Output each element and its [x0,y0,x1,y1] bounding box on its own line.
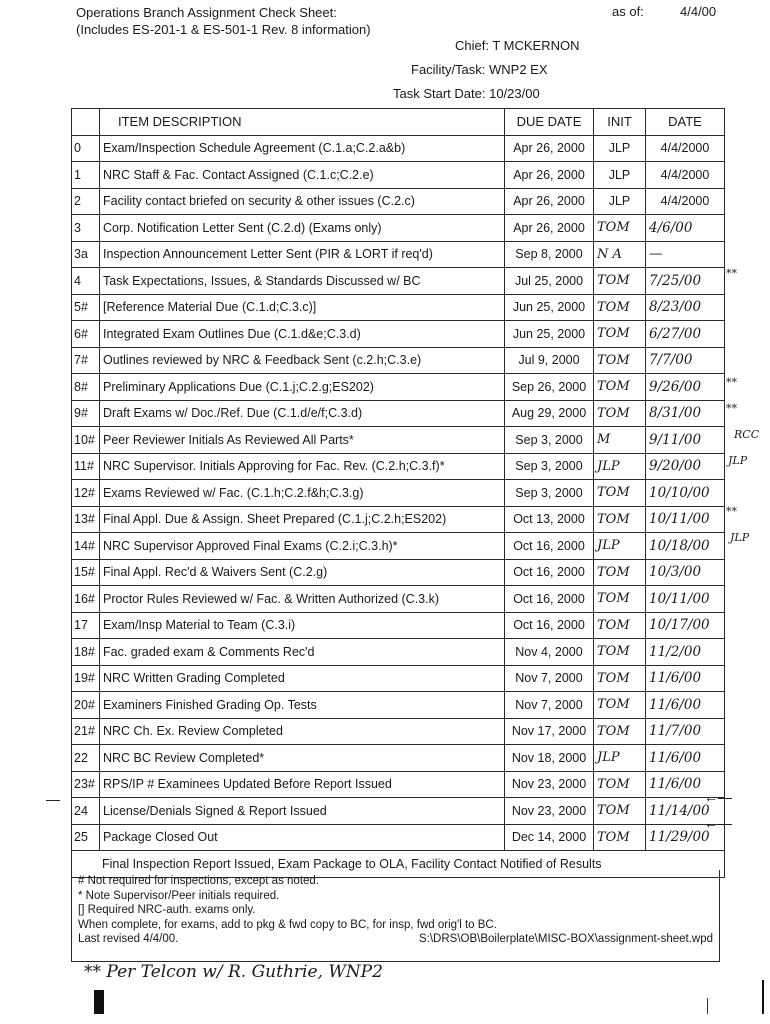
row-init: TOM [594,215,646,242]
note-supervisor: * Note Supervisor/Peer initials required. [78,889,280,902]
margin-note-row-11: JLP [728,454,748,467]
row-due-date: Nov 4, 2000 [505,639,594,666]
last-revised: Last revised 4/4/00. [78,933,179,945]
row-date: 4/4/2000 [646,162,725,189]
table-row [72,241,725,268]
row-due-date: Apr 26, 2000 [505,215,594,242]
row-due-date: Apr 26, 2000 [505,188,594,215]
table-row [72,506,725,533]
title-line-2: (Includes ES-201-1 & ES-501-1 Rev. 8 information) [76,22,371,37]
row-due-date: Jul 9, 2000 [505,347,594,374]
row-init: TOM [594,692,646,719]
row-number: 22 [72,745,100,772]
table-row [72,400,725,427]
row-description: Examiners Finished Grading Op. Tests [100,692,505,719]
row-init: TOM [594,506,646,533]
row-number: 5# [72,294,100,321]
table-row [72,665,725,692]
row-init: JLP [594,453,646,480]
row-number: 14# [72,533,100,560]
row-due-date: Jul 25, 2000 [505,268,594,295]
row-init: TOM [594,347,646,374]
assignment-table [71,108,725,878]
row-date: 10/11/00 [646,586,725,613]
row-due-date: Oct 16, 2000 [505,533,594,560]
row-number: 9# [72,400,100,427]
header-item-description: ITEM DESCRIPTION [100,109,505,136]
row-description: Exam/Insp Material to Team (C.3.i) [100,612,505,639]
row-description: Draft Exams w/ Doc./Ref. Due (C.1.d/e/f;C.3.d) [100,400,505,427]
table-row [72,745,725,772]
row-description: NRC Supervisor. Initials Approving for Fac. Rev. (C.2.h;C.3.f)* [100,453,505,480]
title-line-1: Operations Branch Assignment Check Sheet: [76,5,337,20]
table-row [72,824,725,851]
row-due-date: Sep 26, 2000 [505,374,594,401]
row-due-date: Nov 17, 2000 [505,718,594,745]
table-row [72,639,725,666]
scan-mark-block [94,990,104,1014]
row-date: 10/17/00 [646,612,725,639]
row-description: NRC BC Review Completed* [100,745,505,772]
row-description: NRC Written Grading Completed [100,665,505,692]
row-due-date: Jun 25, 2000 [505,321,594,348]
table-row [72,294,725,321]
row-description: Task Expectations, Issues, & Standards Discussed w/ BC [100,268,505,295]
table-header-row [72,109,725,136]
row-date: 11/6/00 [646,692,725,719]
table-row [72,480,725,507]
row-date: 11/14/00 [646,798,725,825]
row-init: TOM [594,559,646,586]
row-due-date: Sep 8, 2000 [505,241,594,268]
table-row [72,798,725,825]
note-when-complete: When complete, for exams, add to pkg & fwd copy to BC, for insp, fwd orig'l to BC. [78,918,497,931]
row-init: TOM [594,321,646,348]
table-row [72,268,725,295]
row-init: TOM [594,400,646,427]
row-init: TOM [594,294,646,321]
table-row [72,559,725,586]
row-date: 9/20/00 [646,453,725,480]
row-description: Exams Reviewed w/ Fac. (C.1.h;C.2.f&h;C.3.g) [100,480,505,507]
margin-note-row-6: ** [726,267,737,280]
notes-box [71,870,720,962]
table-row [72,135,725,162]
scan-mark-tick [707,998,708,1014]
row-description: [Reference Material Due (C.1.d;C.3.c)] [100,294,505,321]
row-date: 9/11/00 [646,427,725,454]
note-not-required: # Not required for inspections, except as noted. [78,875,320,887]
table-row [72,347,725,374]
row-init: JLP [594,135,646,162]
row-description: Preliminary Applications Due (C.1.j;C.2.g;ES202) [100,374,505,401]
row-date: 4/4/2000 [646,135,725,162]
row-due-date: Jun 25, 2000 [505,294,594,321]
start-date-line: Task Start Date: 10/23/00 [393,86,540,101]
document-title [76,4,371,38]
row-date: 7/25/00 [646,268,725,295]
table-row [72,453,725,480]
row-description: Corp. Notification Letter Sent (C.2.d) (Exams only) [100,215,505,242]
bottom-handwritten-note: ** Per Telcon w/ R. Guthrie, WNP2 [84,962,383,982]
margin-note-row-13: ** [726,505,737,518]
table-row [72,188,725,215]
row-init: TOM [594,824,646,851]
row-number: 6# [72,321,100,348]
row-number: 17 [72,612,100,639]
row-date: 6/27/00 [646,321,725,348]
row-description: Peer Reviewer Initials As Reviewed All Parts* [100,427,505,454]
row-init: TOM [594,718,646,745]
row-date: 8/31/00 [646,400,725,427]
row-due-date: Apr 26, 2000 [505,135,594,162]
row-init: JLP [594,188,646,215]
row-init: JLP [594,745,646,772]
row-number: 1 [72,162,100,189]
row-date: 10/3/00 [646,559,725,586]
table-row [72,215,725,242]
row-description: Final Appl. Due & Assign. Sheet Prepared (C.1.j;C.2.h;ES202) [100,506,505,533]
row-due-date: Oct 16, 2000 [505,612,594,639]
header-init: INIT [594,109,646,136]
row-date: 7/7/00 [646,347,725,374]
row-init: TOM [594,771,646,798]
row-number: 3 [72,215,100,242]
scan-mark-edge [762,980,764,1014]
row-description: Facility contact briefed on security & other issues (C.2.c) [100,188,505,215]
row-due-date: Nov 23, 2000 [505,771,594,798]
facility-line: Facility/Task: WNP2 EX [411,62,548,77]
row-due-date: Sep 3, 2000 [505,453,594,480]
table-row [72,374,725,401]
header-date: DATE [646,109,725,136]
row-due-date: Apr 26, 2000 [505,162,594,189]
file-path: S:\DRS\OB\Boilerplate\MISC-BOX\assignment-sheet.wpd [418,933,713,945]
table-row [72,427,725,454]
row-date: 10/18/00 [646,533,725,560]
row-init: JLP [594,533,646,560]
row-description: NRC Ch. Ex. Review Completed [100,718,505,745]
row-date: 10/10/00 [646,480,725,507]
row-number: 24 [72,798,100,825]
table-row [72,533,725,560]
note-footer-row [78,932,713,947]
final-row-text: Final Inspection Report Issued, Exam Package to OLA, Facility Contact Notified of Results [72,851,725,878]
row-init: TOM [594,798,646,825]
row-description: License/Denials Signed & Report Issued [100,798,505,825]
table-row [72,321,725,348]
row-number: 25 [72,824,100,851]
table-row [72,612,725,639]
row-number: 8# [72,374,100,401]
table-row [72,162,725,189]
row-init: TOM [594,665,646,692]
row-number: 11# [72,453,100,480]
row-number: 23# [72,771,100,798]
row-due-date: Nov 7, 2000 [505,665,594,692]
as-of-value: 4/4/00 [680,4,717,19]
row-description: Final Appl. Rec'd & Waivers Sent (C.2.g) [100,559,505,586]
row-number: 21# [72,718,100,745]
row-number: 7# [72,347,100,374]
margin-note-row-14: JLP [730,531,750,544]
row-init: TOM [594,268,646,295]
margin-note-row-10: RCC [734,428,760,441]
row-date: 11/6/00 [646,771,725,798]
row-date: 8/23/00 [646,294,725,321]
row-init: N A [594,241,646,268]
row-date: 10/11/00 [646,506,725,533]
row-description: Integrated Exam Outlines Due (C.1.d&e;C.3.d) [100,321,505,348]
row-init: TOM [594,639,646,666]
row-init: M [594,427,646,454]
row-description: NRC Staff & Fac. Contact Assigned (C.1.c;C.2.e) [100,162,505,189]
note-required-auth: [] Required NRC-auth. exams only. [78,904,256,916]
row-number: 18# [72,639,100,666]
row-description: NRC Supervisor Approved Final Exams (C.2.i;C.3.h)* [100,533,505,560]
header-num [72,109,100,136]
row-due-date: Nov 7, 2000 [505,692,594,719]
row-init: TOM [594,612,646,639]
row-number: 12# [72,480,100,507]
table-row [72,692,725,719]
row-due-date: Sep 3, 2000 [505,480,594,507]
row-init: TOM [594,374,646,401]
row-number: 2 [72,188,100,215]
margin-note-row-9: ** [726,402,737,415]
row-number: 3a [72,241,100,268]
arrow-row-24-icon: ←— [704,789,732,805]
chief-line: Chief: T MCKERNON [455,38,580,53]
row-date: 11/7/00 [646,718,725,745]
header-due-date: DUE DATE [505,109,594,136]
row-description: Exam/Inspection Schedule Agreement (C.1.a;C.2.a&b) [100,135,505,162]
margin-note-row-8: ** [726,376,737,389]
row-description: Proctor Rules Reviewed w/ Fac. & Written Authorized (C.3.k) [100,586,505,613]
row-init: TOM [594,586,646,613]
row-due-date: Aug 29, 2000 [505,400,594,427]
margin-dash-icon: — [46,791,60,807]
arrow-row-25-icon: ←— [704,815,732,831]
row-number: 13# [72,506,100,533]
table-row [72,718,725,745]
row-init: TOM [594,480,646,507]
row-due-date: Dec 14, 2000 [505,824,594,851]
table-row [72,586,725,613]
row-number: 10# [72,427,100,454]
row-date: 11/6/00 [646,665,725,692]
row-number: 19# [72,665,100,692]
row-date: 11/6/00 [646,745,725,772]
row-description: Outlines reviewed by NRC & Feedback Sent (c.2.h;C.3.e) [100,347,505,374]
row-number: 20# [72,692,100,719]
row-date: 11/2/00 [646,639,725,666]
row-due-date: Oct 16, 2000 [505,586,594,613]
row-description: Fac. graded exam & Comments Rec'd [100,639,505,666]
row-number: 16# [72,586,100,613]
row-description: Package Closed Out [100,824,505,851]
row-description: RPS/IP # Examinees Updated Before Report Issued [100,771,505,798]
row-due-date: Nov 18, 2000 [505,745,594,772]
row-due-date: Oct 16, 2000 [505,559,594,586]
as-of-label: as of: [612,4,644,19]
row-date: 9/26/00 [646,374,725,401]
row-init: JLP [594,162,646,189]
row-number: 4 [72,268,100,295]
row-number: 15# [72,559,100,586]
row-number: 0 [72,135,100,162]
row-description: Inspection Announcement Letter Sent (PIR & LORT if req'd) [100,241,505,268]
row-date: 4/4/2000 [646,188,725,215]
table-row [72,771,725,798]
row-due-date: Oct 13, 2000 [505,506,594,533]
row-due-date: Sep 3, 2000 [505,427,594,454]
row-due-date: Nov 23, 2000 [505,798,594,825]
row-date: 4/6/00 [646,215,725,242]
row-date: 11/29/00 [646,824,725,851]
row-date: — [646,241,725,268]
